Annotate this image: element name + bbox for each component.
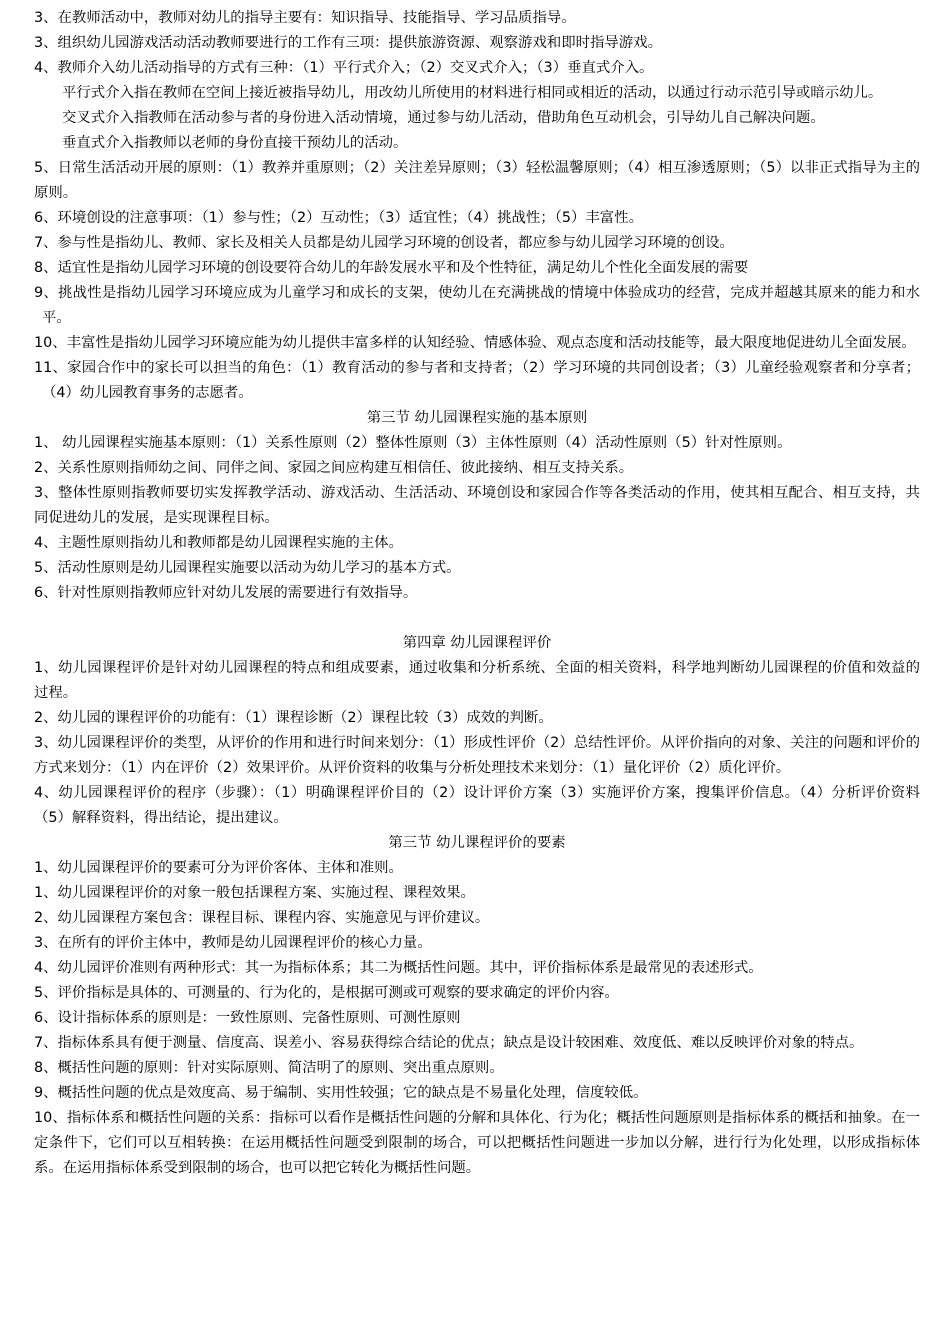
paragraph-item: 8、适宜性是指幼儿园学习环境的创设要符合幼儿的年龄发展水平和及个性特征，满足幼儿个性化全面发展的需要 [34, 260, 749, 276]
paragraph-item: 9、挑战性是指幼儿园学习环境应成为儿童学习和成长的支架，使幼儿在充满挑战的情境中体验成功的经营，完成并超越其原来的能力和水平。 [34, 285, 920, 326]
paragraph-item: 5、日常生活活动开展的原则：（1）教养并重原则；（2）关注差异原则；（3）轻松温馨原则；（4）相互渗透原则；（5）以非正式指导为主的原则。 [34, 160, 920, 201]
paragraph-item: 6、环境创设的注意事项：（1）参与性；（2）互动性；（3）适宜性；（4）挑战性；（5）丰富性。 [34, 210, 643, 226]
paragraph-item: 7、指标体系具有便于测量、信度高、误差小、容易获得综合结论的优点；缺点是设计较困难、效度低、难以反映评价对象的特点。 [34, 1035, 864, 1051]
paragraph-item: 3、整体性原则指教师要切实发挥教学活动、游戏活动、生活活动、环境创设和家园合作等各类活动的作用，使其相互配合、相互支持，共同促进幼儿的发展，是实现课程目标。 [34, 485, 920, 526]
paragraph-item: 2、幼儿园的课程评价的功能有：（1）课程诊断（2）课程比较（3）成效的判断。 [34, 710, 553, 726]
paragraph-item: 8、概括性问题的原则：针对实际原则、简洁明了的原则、突出重点原则。 [34, 1060, 504, 1076]
paragraph-vertical-intervention: 垂直式介入指教师以老师的身份直接干预幼儿的活动。 [62, 135, 408, 151]
paragraph-item: 2、关系性原则指师幼之间、同伴之间、家园之间应构建互相信任、彼此接纳、相互支持关系。 [34, 460, 634, 476]
paragraph-item: 4、幼儿园课程评价的程序（步骤）：（1）明确课程评价目的（2）设计评价方案（3）实施评价方案，搜集评价信息。（4）分析评价资料（5）解释资料，得出结论，提出建议。 [34, 785, 920, 826]
paragraph-item: 4、幼儿园评价准则有两种形式：其一为指标体系；其二为概括性问题。其中，评价指标体系是最常见的表述形式。 [34, 960, 763, 976]
paragraph-item: 7、参与性是指幼儿、教师、家长及相关人员都是幼儿园学习环境的创设者，都应参与幼儿园学习环境的创设。 [34, 235, 734, 251]
blank-line [34, 606, 920, 631]
paragraph-item: 1、 幼儿园课程实施基本原则：（1）关系性原则（2）整体性原则（3）主体性原则（4）活动性原则（5）针对性原则。 [34, 435, 792, 451]
paragraph-item: 9、概括性问题的优点是效度高、易于编制、实用性较强；它的缺点是不易量化处理，信度较低。 [34, 1085, 648, 1101]
paragraph-item: 10、丰富性是指幼儿园学习环境应能为幼儿提供丰富多样的认知经验、情感体验、观点态度和活动技能等，最大限度地促进幼儿全面发展。 [34, 335, 916, 351]
paragraph-item: 5、评价指标是具体的、可测量的、行为化的，是根据可测或可观察的要求确定的评价内容。 [34, 985, 619, 1001]
paragraph-item: 4、主题性原则指幼儿和教师都是幼儿园课程实施的主体。 [34, 535, 403, 551]
document-page [34, 6, 920, 1181]
section-heading: 第三节 幼儿园课程实施的基本原则 [366, 410, 588, 426]
paragraph-item: 3、幼儿园课程评价的类型，从评价的作用和进行时间来划分：（1）形成性评价（2）总结性评价。从评价指向的对象、关注的问题和评价的方式来划分：（1）内在评价（2）效果评价。从评价资料的收集与分析处理技术来划分：（1）量化评价（2）质化评价。 [34, 735, 920, 776]
chapter-heading: 第四章 幼儿园课程评价 [402, 635, 552, 651]
paragraph-item: 1、幼儿园课程评价是针对幼儿园课程的特点和组成要素，通过收集和分析系统、全面的相关资料，科学地判断幼儿园课程的价值和效益的过程。 [34, 660, 920, 701]
paragraph-item: 3、组织幼儿园游戏活动活动教师要进行的工作有三项：提供旅游资源、观察游戏和即时指导游戏。 [34, 35, 662, 51]
paragraph-parallel-intervention: 平行式介入指在教师在空间上接近被指导幼儿，用改幼儿所使用的材料进行相同或相近的活动，以通过行动示范引导或暗示幼儿。 [62, 85, 883, 101]
paragraph-item: 10、指标体系和概括性问题的关系：指标可以看作是概括性问题的分解和具体化、行为化；概括性问题原则是指标体系的概括和抽象。在一定条件下，它们可以互相转换：在运用概括性问题受到限制的场合，可以把概括性问题进一步加以分解，进行行为化处理，以形成指标体系。在运用指标体系受到限制的场合，也可以把它转化为概括性问题。 [34, 1110, 920, 1176]
paragraph-item: 1、幼儿园课程评价的对象一般包括课程方案、实施过程、课程效果。 [34, 885, 475, 901]
paragraph-item: 2、幼儿园课程方案包含：课程目标、课程内容、实施意见与评价建议。 [34, 910, 490, 926]
paragraph-cross-intervention: 交叉式介入指教师在活动参与者的身份进入活动情境，通过参与幼儿活动，借助角色互动机会，引导幼儿自己解决问题。 [62, 110, 825, 126]
paragraph-item: 11、家园合作中的家长可以担当的角色：（1）教育活动的参与者和支持者；（2）学习环境的共同创设者；（3）儿童经验观察者和分享者；（4）幼儿园教育事务的志愿者。 [34, 360, 920, 401]
paragraph-item: 3、在所有的评价主体中，教师是幼儿园课程评价的核心力量。 [34, 935, 432, 951]
section-heading: 第三节 幼儿课程评价的要素 [388, 835, 566, 851]
paragraph-item: 6、设计指标体系的原则是：一致性原则、完备性原则、可测性原则 [34, 1010, 461, 1026]
paragraph-item: 3、在教师活动中，教师对幼儿的指导主要有：知识指导、技能指导、学习品质指导。 [34, 10, 576, 26]
paragraph-item: 5、活动性原则是幼儿园课程实施要以活动为幼儿学习的基本方式。 [34, 560, 461, 576]
paragraph-item: 1、幼儿园课程评价的要素可分为评价客体、主体和准则。 [34, 860, 403, 876]
paragraph-item: 6、针对性原则指教师应针对幼儿发展的需要进行有效指导。 [34, 585, 418, 601]
paragraph-item: 4、教师介入幼儿活动指导的方式有三种：（1）平行式介入；（2）交叉式介入；（3）垂直式介入。 [34, 60, 654, 76]
